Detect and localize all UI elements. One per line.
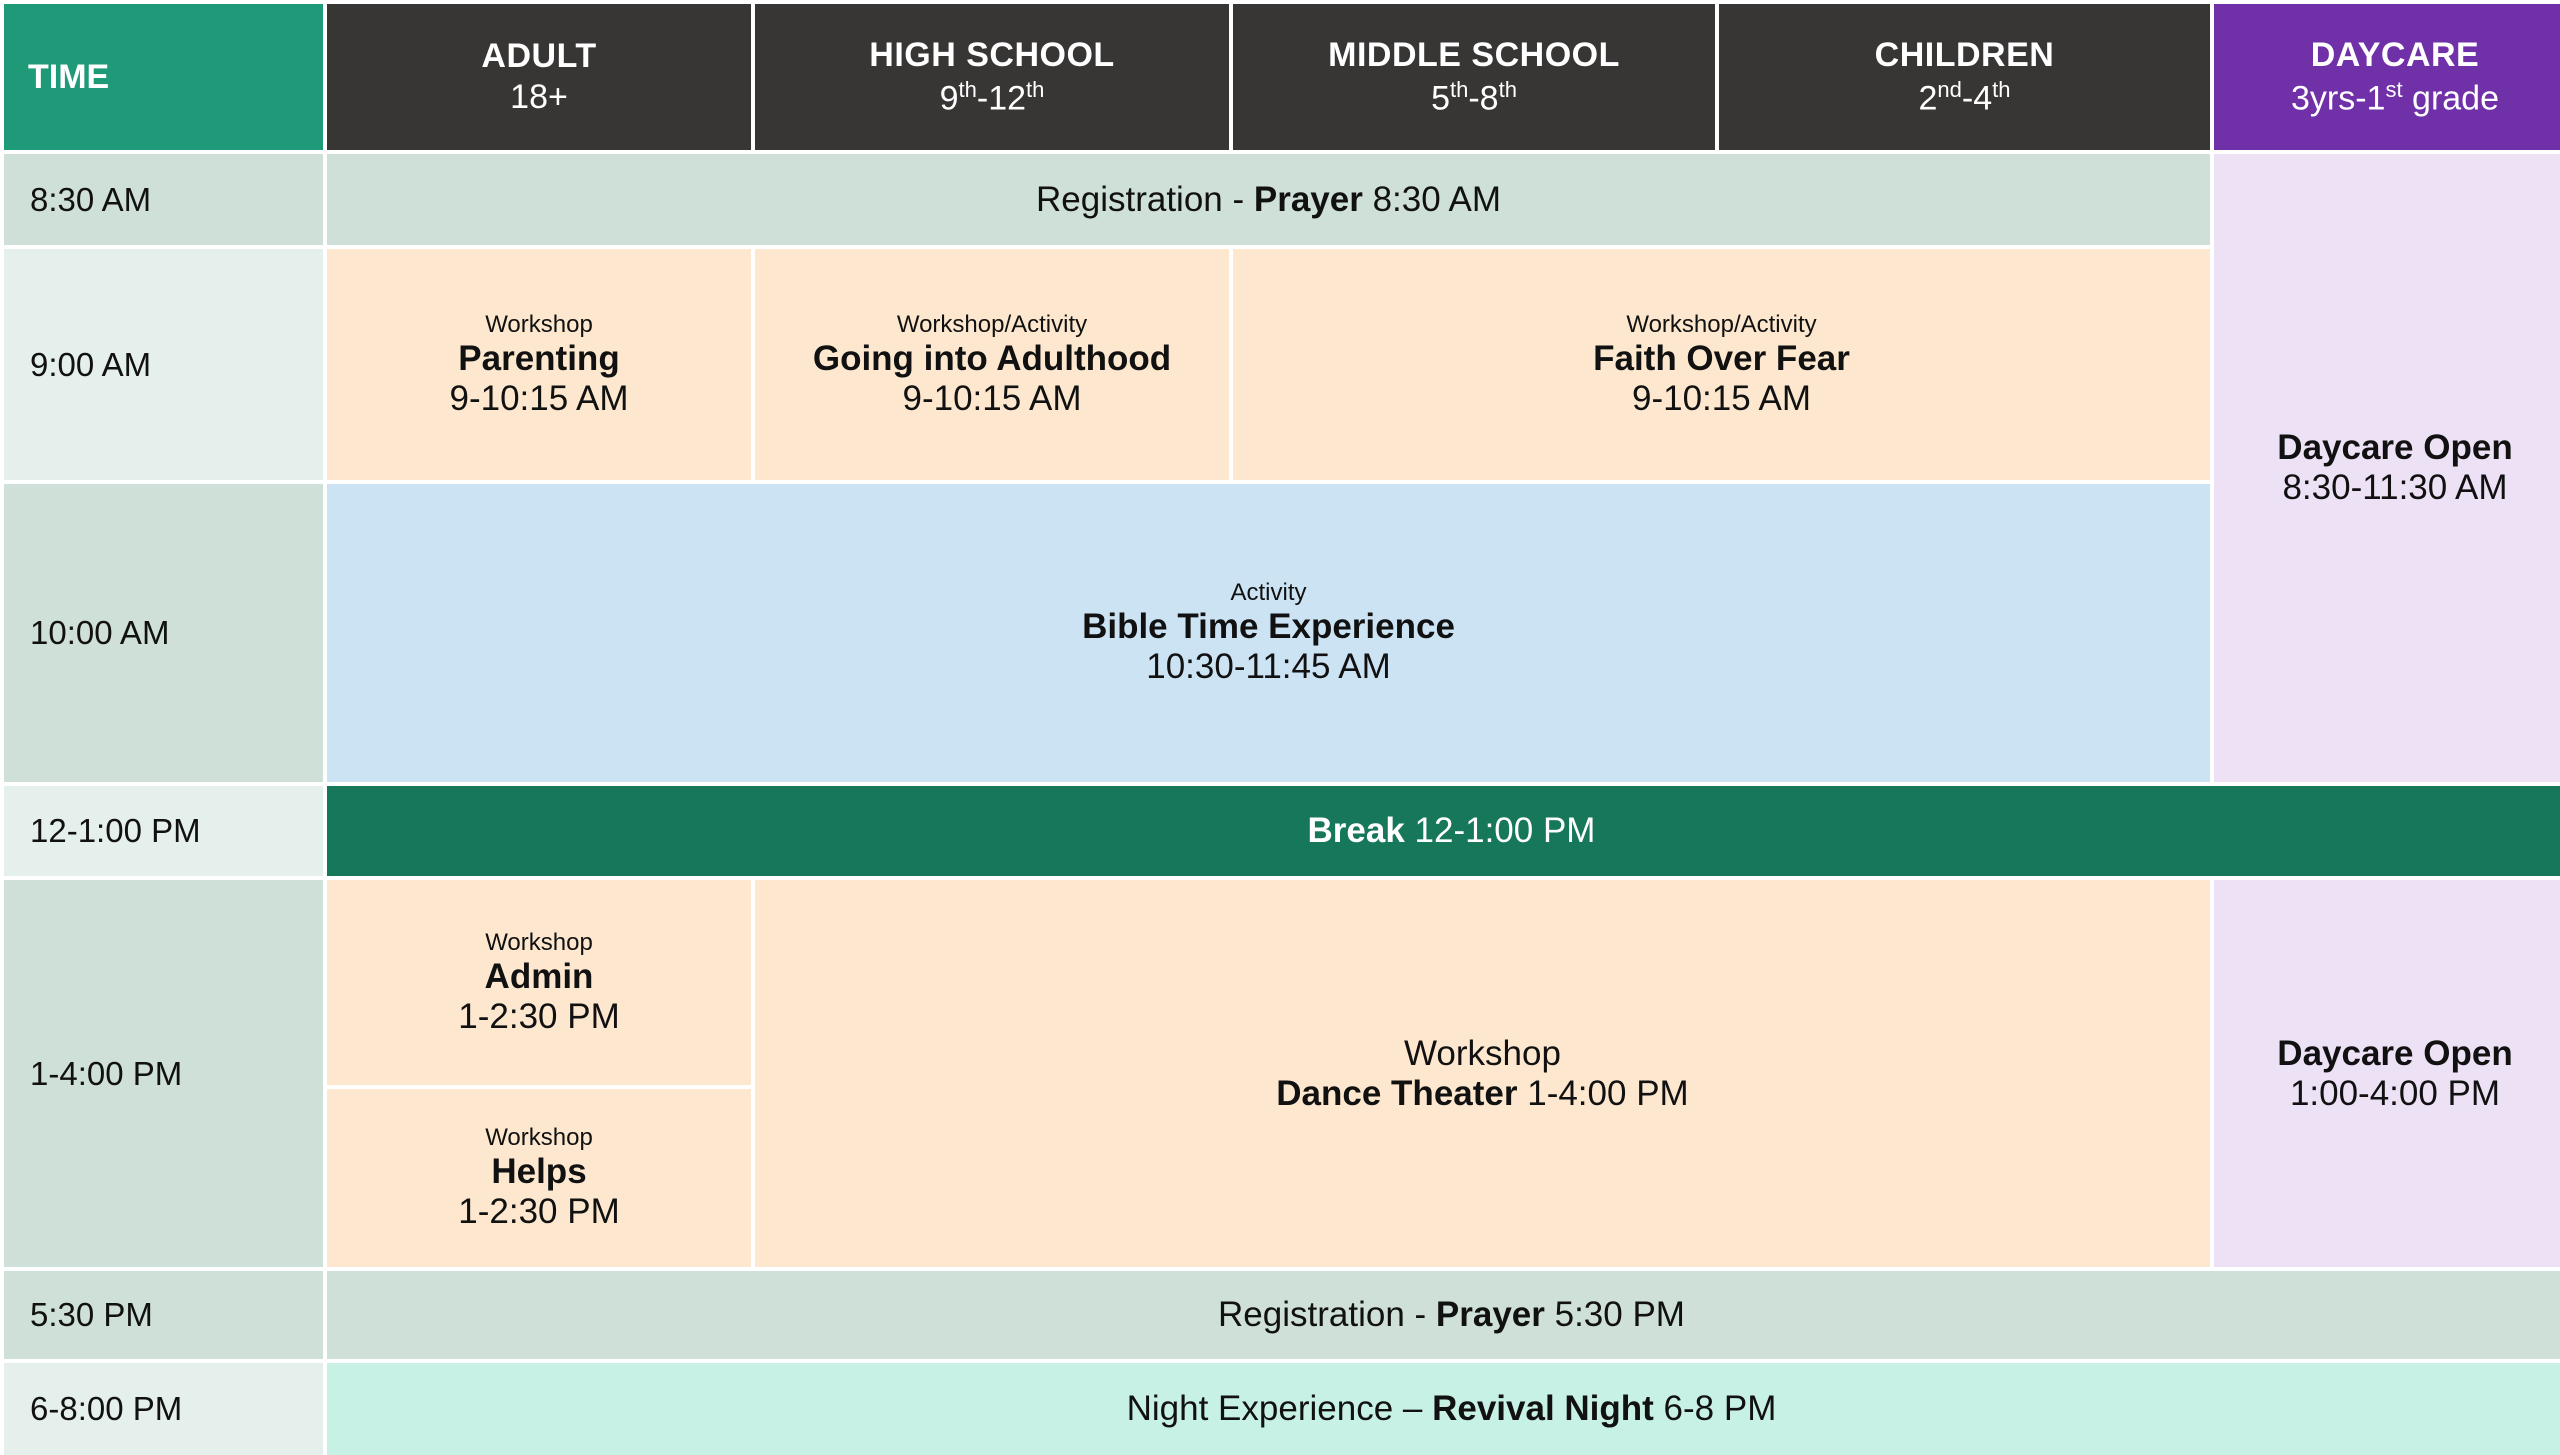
daycare-pm-time: 1:00-4:00 PM xyxy=(2289,1073,2501,1113)
daycare-am-title: Daycare Open xyxy=(2277,428,2513,467)
header-high-school-range: 9th-12th xyxy=(939,76,1045,118)
session-time: 1-2:30 PM xyxy=(458,1192,620,1231)
workshop-faith-over-fear xyxy=(1233,249,2210,480)
daycare-am xyxy=(2214,154,2560,782)
registration-am xyxy=(327,154,2210,245)
break-bar xyxy=(327,786,2560,876)
header-middle-school-title: MIDDLE SCHOOL xyxy=(1328,35,1620,74)
session-kind: Workshop/Activity xyxy=(1626,310,1817,338)
header-daycare xyxy=(2214,4,2560,150)
session-title: Going into Adulthood xyxy=(812,338,1172,378)
header-high-school-title: HIGH SCHOOL xyxy=(869,35,1115,74)
time-slot: 6-8:00 PM xyxy=(4,1363,323,1455)
workshop-parenting xyxy=(327,249,751,480)
header-children-range: 2nd-4th xyxy=(1918,76,2011,118)
night-experience xyxy=(327,1363,2560,1455)
header-daycare-range: 3yrs-1st grade xyxy=(2291,76,2499,118)
session-title-time: Dance Theater 1-4:00 PM xyxy=(1276,1073,1689,1113)
session-time: 10:30-11:45 AM xyxy=(1146,647,1391,686)
workshop-going-into-adulthood xyxy=(755,249,1229,480)
daycare-pm-title: Daycare Open xyxy=(2277,1033,2513,1073)
session-time: 1-2:30 PM xyxy=(458,996,620,1036)
header-adult xyxy=(327,4,751,150)
header-children xyxy=(1719,4,2210,150)
session-kind: Workshop xyxy=(485,1124,593,1151)
session-kind: Workshop xyxy=(1404,1033,1561,1073)
session-kind: Workshop/Activity xyxy=(896,310,1088,338)
time-slot: 12-1:00 PM xyxy=(4,786,323,876)
daycare-pm xyxy=(2214,880,2560,1267)
header-high-school xyxy=(755,4,1229,150)
session-time: 9-10:15 AM xyxy=(449,378,629,418)
header-middle-school xyxy=(1233,4,1715,150)
header-adult-range: 18+ xyxy=(510,78,568,116)
daycare-am-time: 8:30-11:30 AM xyxy=(2282,468,2508,507)
session-time: 9-10:15 AM xyxy=(1632,378,1811,418)
activity-bible-time xyxy=(327,484,2210,782)
session-time: 9-10:15 AM xyxy=(902,378,1082,418)
session-kind: Workshop xyxy=(485,928,593,956)
header-time xyxy=(4,4,323,150)
session-kind: Workshop xyxy=(485,310,593,338)
session-title: Admin xyxy=(484,956,594,996)
time-slot: 8:30 AM xyxy=(4,154,323,245)
session-kind: Activity xyxy=(1230,579,1307,606)
workshop-admin xyxy=(327,880,751,1085)
header-time-label: TIME xyxy=(28,57,110,96)
break-text: Break 12-1:00 PM xyxy=(1307,811,1596,850)
session-title: Helps xyxy=(491,1152,587,1191)
session-title: Bible Time Experience xyxy=(1082,607,1455,646)
workshop-helps xyxy=(327,1089,751,1267)
registration-pm-text: Registration - Prayer 5:30 PM xyxy=(1218,1295,1685,1334)
header-daycare-title: DAYCARE xyxy=(2310,35,2480,74)
header-adult-title: ADULT xyxy=(481,37,597,75)
session-title: Parenting xyxy=(458,338,620,378)
registration-am-text: Registration - Prayer 8:30 AM xyxy=(1036,179,1501,219)
header-middle-school-range: 5th-8th xyxy=(1431,76,1517,118)
time-slot: 10:00 AM xyxy=(4,484,323,782)
session-title: Faith Over Fear xyxy=(1593,338,1850,378)
workshop-dance-theater xyxy=(755,880,2210,1267)
header-children-title: CHILDREN xyxy=(1874,35,2055,74)
time-slot: 9:00 AM xyxy=(4,249,323,480)
night-experience-text: Night Experience – Revival Night 6-8 PM xyxy=(1126,1389,1777,1428)
time-slot: 5:30 PM xyxy=(4,1271,323,1359)
registration-pm xyxy=(327,1271,2560,1359)
time-slot: 1-4:00 PM xyxy=(4,880,323,1267)
